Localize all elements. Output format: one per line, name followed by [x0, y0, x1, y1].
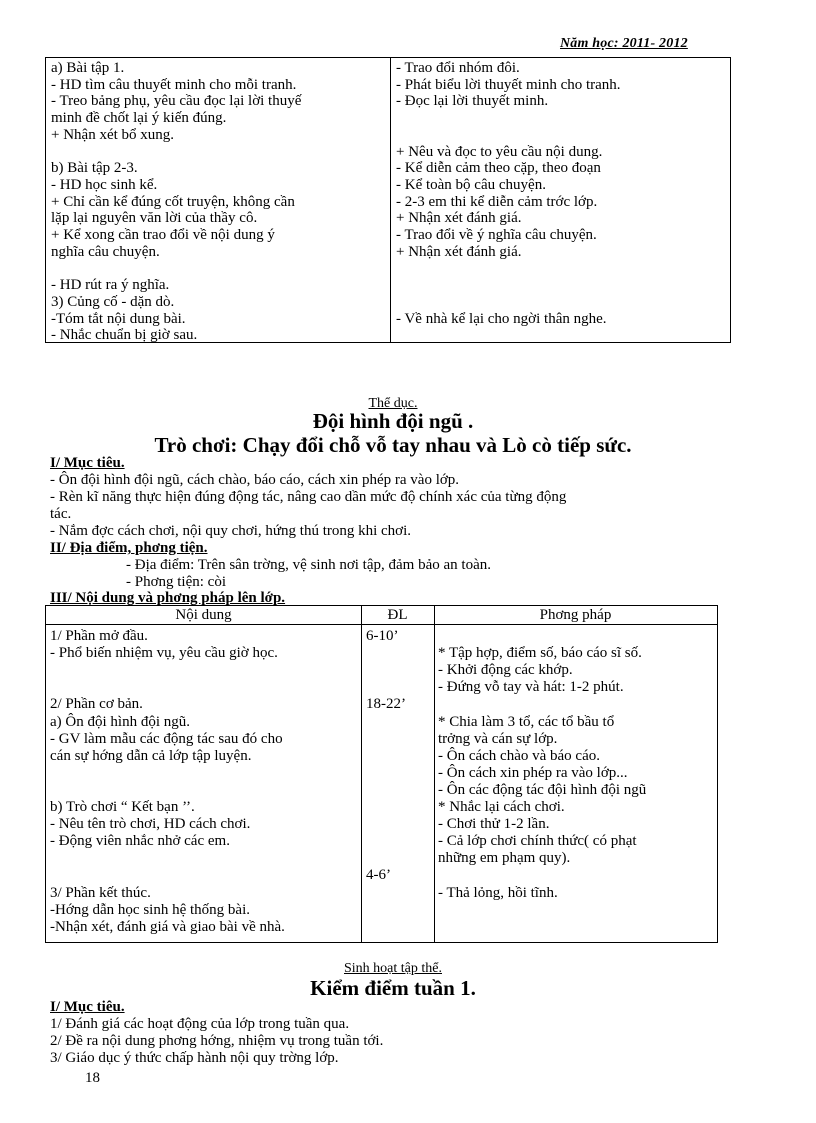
- content-line: -Nhận xét, đánh giá và giao bài về nhà.: [50, 918, 285, 935]
- content-line: - Phổ biến nhiệm vụ, yêu cầu giờ học.: [50, 645, 278, 662]
- page-number: 18: [85, 1070, 100, 1086]
- student-activity-line: + Nhận xét đánh giá.: [396, 210, 522, 227]
- method-line: - Ôn cách chào và báo cáo.: [438, 747, 600, 764]
- method-line: - Ôn cách xin phép ra vào lớp...: [438, 764, 628, 781]
- method-line: * Tập hợp, điểm số, báo cáo sĩ số.: [438, 645, 642, 662]
- student-activity-line: - Trao đổi về ý nghĩa câu chuyện.: [396, 227, 597, 243]
- content-line: 3/ Phần kết thúc.: [50, 884, 151, 901]
- student-activity-line: + Nêu và đọc to yêu cầu nội dung.: [396, 143, 603, 160]
- teacher-activity-line: nghĩa câu chuyện.: [51, 243, 160, 260]
- teacher-activity-line: + Chỉ cần kể đúng cốt truyện, không cần: [51, 193, 295, 210]
- pe-subject-caption: Thể dục.: [368, 396, 418, 411]
- header-content: Nội dung: [175, 607, 232, 623]
- student-activity-line: - Phát biểu lời thuyết minh cho tranh.: [396, 76, 621, 93]
- activity-objective-line: 2/ Đề ra nội dung phơng hớng, nhiệm vụ trong tuần tới.: [50, 1033, 384, 1049]
- content-line: - GV làm mẫu các động tác sau đó cho: [50, 730, 283, 747]
- teacher-activity-line: - Treo bảng phụ, yêu cầu đọc lại lời thuyế: [51, 93, 302, 110]
- column-divider: [434, 606, 435, 942]
- student-activity-line: - Đọc lại lời thuyết minh.: [396, 93, 549, 110]
- method-line: * Nhắc lại cách chơi.: [438, 799, 565, 815]
- method-line: trởng và cán sự lớp.: [438, 730, 558, 747]
- teacher-activity-line: a) Bài tập 1.: [51, 60, 125, 76]
- content-line: - Nêu tên trò chơi, HD cách chơi.: [50, 816, 251, 833]
- pe-title-1: Đội hình đội ngũ .: [312, 409, 474, 433]
- content-line: - Động viên nhắc nhở các em.: [50, 833, 230, 850]
- method-line: - Chơi thử 1-2 lần.: [438, 816, 550, 833]
- pe-objectives-heading: I/ Mục tiêu.: [50, 455, 125, 471]
- content-line: cán sự hớng dẫn cả lớp tập luyện.: [50, 747, 252, 764]
- teacher-activity-line: - HD học sinh kể.: [51, 176, 158, 193]
- pe-title-2: Trò chơi: Chạy đổi chỗ vỗ tay nhau và Lò cò tiếp sức.: [154, 433, 632, 457]
- header-duration: ĐL: [387, 607, 408, 623]
- student-activity-line: + Nhận xét đánh giá.: [396, 243, 522, 260]
- student-activities-column: [391, 58, 730, 342]
- method-line: * Chia làm 3 tổ, các tổ bầu tổ: [438, 713, 615, 730]
- teacher-activity-line: - Nhắc chuẩn bị giờ sau.: [51, 327, 198, 344]
- teacher-activity-line: lặp lại nguyên văn lời của thầy cô.: [51, 210, 258, 227]
- content-line: a) Ôn đội hình đội ngũ.: [50, 713, 190, 730]
- teacher-activity-line: - HD rút ra ý nghĩa.: [51, 277, 170, 294]
- method-line: những em phạm quy).: [438, 850, 571, 867]
- pe-content-table: [45, 605, 718, 943]
- content-line: -Hớng dẫn học sinh hệ thống bài.: [50, 901, 250, 918]
- school-year-header: Năm học: 2011- 2012: [560, 36, 688, 51]
- duration-value: 6-10’: [366, 628, 399, 644]
- teacher-activity-line: 3) Củng cố - dặn dò.: [51, 293, 175, 310]
- method-line: - Cả lớp chơi chính thức( có phạt: [438, 833, 637, 850]
- method-line: - Khởi động các khớp.: [438, 662, 573, 679]
- teacher-activity-line: minh đề chốt lại ý kiến đúng.: [51, 110, 227, 127]
- method-line: - Ôn các động tác đội hình đội ngũ: [438, 781, 647, 798]
- content-line: b) Trò chơi “ Kết bạn ’’.: [50, 799, 195, 815]
- pe-objective-line: - Rèn kĩ năng thực hiện đúng động tác, nâng cao dần mức độ chính xác của từng động: [50, 489, 567, 505]
- teacher-activity-line: - HD tìm câu thuyết minh cho mỗi tranh.: [51, 76, 297, 93]
- teacher-activity-line: b) Bài tập 2-3.: [51, 160, 138, 177]
- student-activity-line: - Trao đổi nhóm đôi.: [396, 60, 520, 76]
- student-activity-line: - Kể diễn cảm theo cặp, theo đoạn: [396, 160, 601, 177]
- pe-equipment-line: - Phơng tiện: còi: [126, 574, 227, 590]
- student-activity-line: - 2-3 em thi kể diễn cảm trớc lớp.: [396, 193, 598, 210]
- pe-content-heading: III/ Nội dung và phơng pháp lên lớp.: [50, 590, 286, 606]
- activity-objectives-heading: I/ Mục tiêu.: [50, 999, 125, 1015]
- teacher-activity-line: -Tóm tắt nội dung bài.: [51, 310, 186, 327]
- column-divider: [361, 606, 362, 942]
- activity-caption: Sinh hoạt tập thể.: [344, 961, 442, 976]
- activity-objective-line: 3/ Giáo dục ý thức chấp hành nội quy trờng lớp.: [50, 1050, 339, 1066]
- content-line: 1/ Phần mở đầu.: [50, 628, 148, 644]
- duration-value: 18-22’: [366, 696, 406, 713]
- header-method: Phơng pháp: [539, 607, 612, 623]
- method-line: - Đứng vỗ tay và hát: 1-2 phút.: [438, 679, 624, 696]
- content-line: 2/ Phần cơ bản.: [50, 696, 143, 713]
- pe-objective-line: - Nắm đợc cách chơi, nội quy chơi, hứng thú trong khi chơi.: [50, 523, 412, 539]
- activity-title: Kiểm điểm tuần 1.: [310, 976, 476, 1000]
- pe-objective-line: - Ôn đội hình đội ngũ, cách chào, báo cáo, cách xin phép ra vào lớp.: [50, 472, 460, 488]
- student-activity-line: - Về nhà kể lại cho ngời thân nghe.: [396, 310, 607, 327]
- pe-objective-line: tác.: [50, 506, 72, 522]
- teacher-activities-column: [46, 58, 391, 342]
- teacher-activity-line: + Nhận xét bổ xung.: [51, 126, 175, 143]
- student-activity-line: - Kể toàn bộ câu chuyện.: [396, 176, 546, 193]
- pe-location-line: - Địa điểm: Trên sân trờng, vệ sinh nơi tập, đảm bảo an toàn.: [126, 557, 491, 573]
- lesson-table: [45, 57, 731, 343]
- activity-objective-line: 1/ Đánh giá các hoạt động của lớp trong tuần qua.: [50, 1016, 350, 1032]
- method-line: - Thả lỏng, hồi tĩnh.: [438, 884, 558, 901]
- pe-location-heading: II/ Địa điểm, phơng tiện.: [50, 540, 208, 556]
- duration-value: 4-6’: [366, 867, 391, 884]
- teacher-activity-line: + Kể xong cần trao đổi về nội dung ý: [51, 227, 275, 243]
